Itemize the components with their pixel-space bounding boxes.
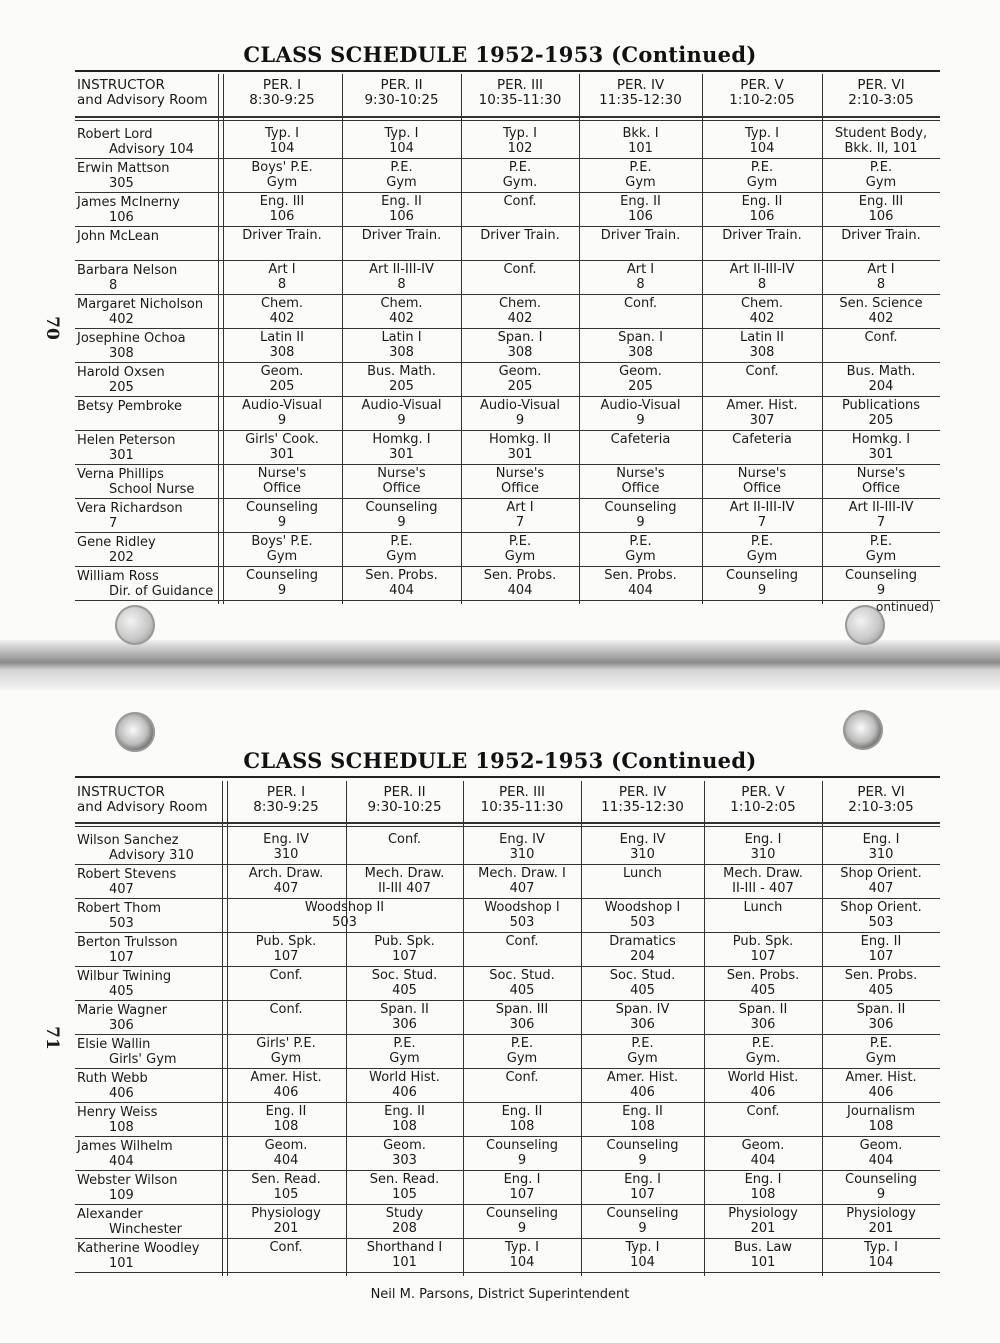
schedule-cell: Eng. IV 310	[619, 832, 666, 862]
row-rule	[75, 158, 940, 159]
schedule-cell: Soc. Stud. 405	[489, 968, 555, 998]
schedule-cell: P.E. Gym.	[502, 160, 538, 190]
schedule-cell: Driver Train.	[242, 228, 322, 243]
header-rule	[75, 822, 940, 824]
row-rule	[75, 328, 940, 329]
header-period-6: PER. VI 2:10-3:05	[848, 77, 914, 108]
instructor-name	[77, 901, 161, 931]
schedule-cell: Eng. II 107	[860, 934, 902, 964]
advisory-room: Girls' Gym	[109, 1052, 177, 1067]
advisory-room: Advisory 310	[109, 848, 194, 863]
row-rule	[75, 430, 940, 431]
header-period-5: PER. V 1:10-2:05	[730, 784, 796, 815]
schedule-cell: Counseling 9	[845, 568, 917, 598]
schedule-cell: Boys' P.E. Gym	[251, 160, 313, 190]
schedule-cell: Latin II 308	[260, 330, 304, 360]
header-period-4: PER. IV 11:35-12:30	[601, 784, 684, 815]
instructor-name-line: Wilbur Twining	[77, 969, 172, 984]
schedule-cell: Eng. II 106	[620, 194, 661, 224]
header-period-1: PER. I 8:30-9:25	[253, 784, 319, 815]
schedule-cell: Art I 7	[506, 500, 534, 530]
schedule-cell: Bkk. I 101	[622, 126, 659, 156]
top-rule	[75, 776, 940, 778]
advisory-room: 405	[109, 984, 134, 999]
schedule-cell: Journalism 108	[846, 1104, 915, 1134]
instructor-name	[77, 1241, 199, 1271]
schedule-cell: Study 208	[385, 1206, 424, 1236]
schedule-cell: Driver Train.	[841, 228, 921, 243]
instructor-name	[77, 195, 180, 225]
schedule-cell: Counseling 9	[365, 500, 438, 530]
row-rule	[75, 566, 940, 567]
schedule-cell: Homkg. I 301	[851, 432, 911, 462]
schedule-cell: Soc. Stud. 405	[609, 968, 676, 998]
instructor-name	[77, 1071, 148, 1101]
instructor-name	[77, 501, 183, 531]
schedule-cell: P.E. Gym	[865, 160, 897, 190]
schedule-cell: Audio-Visual 9	[480, 398, 560, 428]
instructor-name-line: Robert Stevens	[77, 867, 177, 882]
schedule-cell: Cafeteria	[610, 432, 671, 447]
schedule-cell: Eng. III 106	[259, 194, 305, 224]
schedule-cell: Geom. 404	[741, 1138, 785, 1168]
schedule-cell: Chem. 402	[380, 296, 423, 326]
schedule-cell: Span. III 306	[495, 1002, 549, 1032]
schedule-cell: Conf.	[503, 194, 537, 209]
schedule-cell: Mech. Draw. II-III - 407	[723, 866, 803, 896]
schedule-cell: Eng. II 108	[384, 1104, 425, 1134]
advisory-room: 107	[109, 950, 134, 965]
schedule-cell: Driver Train.	[722, 228, 802, 243]
top-rule	[75, 70, 940, 72]
instructor-name-line: Ruth Webb	[77, 1071, 148, 1086]
header-period-2: PER. II 9:30-10:25	[367, 784, 442, 815]
header-rule	[75, 116, 940, 118]
advisory-room: 108	[109, 1120, 134, 1135]
instructor-name-line: Verna Phillips	[77, 467, 164, 482]
schedule-cell: Typ. I 104	[505, 1240, 539, 1270]
instructor-name	[77, 229, 159, 244]
instructor-name	[77, 127, 194, 157]
instructor-name-line: Barbara Nelson	[77, 263, 178, 278]
row-rule	[75, 1272, 940, 1273]
instructor-name	[77, 1139, 173, 1169]
instructor-name-line: Betsy Pembroke	[77, 399, 182, 414]
schedule-cell: Amer. Hist. 307	[726, 398, 798, 428]
schedule-cell: Bus. Math. 205	[367, 364, 436, 394]
schedule-cell: Conf.	[269, 1002, 303, 1017]
advisory-room: 7	[109, 516, 118, 531]
schedule-cell: Arch. Draw. 407	[248, 866, 324, 896]
schedule-cell: Span. I 308	[497, 330, 543, 360]
header-period-3: PER. III 10:35-11:30	[478, 77, 562, 108]
instructor-name-line: Wilson Sanchez	[77, 833, 179, 848]
schedule-cell: Dramatics 204	[609, 934, 676, 964]
schedule-cell: Eng. IV 310	[263, 832, 309, 862]
schedule-cell: Sen. Read. 105	[369, 1172, 440, 1202]
schedule-cell: Counseling 9	[845, 1172, 917, 1202]
schedule-cell: Counseling 9	[726, 568, 798, 598]
schedule-cell: Lunch	[743, 900, 783, 915]
page-title: CLASS SCHEDULE 1952-1953 (Continued)	[243, 748, 757, 773]
row-rule	[75, 362, 940, 363]
instructor-name-line: Alexander	[77, 1207, 143, 1222]
header-period-5: PER. V 1:10-2:05	[729, 77, 795, 108]
schedule-cell: P.E. Gym	[506, 1036, 538, 1066]
schedule-cell: Span. II 306	[856, 1002, 906, 1032]
schedule-cell: Publications 205	[841, 398, 921, 428]
row-rule	[75, 294, 940, 295]
schedule-cell: P.E. Gym	[627, 1036, 658, 1066]
schedule-cell: Driver Train.	[480, 228, 560, 243]
binder-hole	[843, 710, 883, 750]
schedule-cell: World Hist. 406	[369, 1070, 440, 1100]
advisory-room: Winchester	[109, 1222, 183, 1237]
schedule-cell: Conf.	[387, 832, 422, 847]
schedule-cell: Audio-Visual 9	[242, 398, 322, 428]
instructor-name	[77, 969, 171, 999]
instructor-name-line: James McInerny	[77, 195, 180, 210]
schedule-cell: Counseling 9	[486, 1206, 558, 1236]
row-rule	[75, 1068, 940, 1069]
schedule-cell: Conf.	[746, 1104, 780, 1119]
schedule-cell: Span. II 306	[738, 1002, 788, 1032]
instructor-name-line: Marie Wagner	[77, 1003, 168, 1018]
instructor-name	[77, 1207, 182, 1237]
row-rule	[75, 1000, 940, 1001]
schedule-cell: Conf.	[864, 330, 898, 345]
instructor-name	[77, 1105, 157, 1135]
instructor-name-line: Josephine Ochoa	[77, 331, 186, 346]
schedule-cell: Conf.	[505, 934, 539, 949]
schedule-cell: Cafeteria	[732, 432, 792, 447]
row-rule	[75, 498, 940, 499]
schedule-cell: P.E. Gym	[625, 534, 656, 564]
instructor-name-line: Gene Ridley	[77, 535, 156, 550]
instructor-name	[77, 1003, 167, 1033]
row-rule	[75, 1034, 940, 1035]
schedule-cell: Woodshop I 503	[484, 900, 560, 930]
schedule-cell: Conf.	[503, 262, 537, 277]
schedule-cell: Eng. I 107	[624, 1172, 661, 1202]
schedule-cell: Art I 8	[268, 262, 296, 292]
schedule-cell: Shorthand I 101	[366, 1240, 443, 1270]
schedule-cell: Conf.	[505, 1070, 539, 1085]
schedule-cell: Mech. Draw. II-III 407	[364, 866, 445, 896]
schedule-cell: Typ. I 104	[384, 126, 419, 156]
instructor-name-line: Henry Weiss	[77, 1105, 158, 1120]
instructor-name-line: William Ross	[77, 569, 159, 584]
schedule-cell: Typ. I 102	[503, 126, 537, 156]
row-rule	[75, 260, 940, 261]
header-rule	[75, 120, 940, 121]
advisory-room: 205	[109, 380, 134, 395]
schedule-cell: Counseling 9	[486, 1138, 558, 1168]
header-instructor: INSTRUCTOR and Advisory Room	[77, 77, 208, 108]
schedule-cell: Shop Orient. 407	[840, 866, 922, 896]
schedule-cell: Art II-III-IV 7	[729, 500, 795, 530]
schedule-cell: Nurse's Office	[257, 466, 307, 496]
row-rule	[75, 532, 940, 533]
instructor-name	[77, 263, 177, 293]
instructor-name-line: Margaret Nicholson	[77, 297, 204, 312]
advisory-room: 202	[109, 550, 134, 565]
schedule-cell: Chem. 402	[498, 296, 542, 326]
advisory-room: 503	[109, 916, 134, 931]
continued-note: ontinued)	[876, 600, 934, 614]
schedule-cell: Counseling 9	[606, 1138, 679, 1168]
schedule-cell: Typ. I 104	[625, 1240, 660, 1270]
schedule-cell: Nurse's Office	[377, 466, 426, 496]
schedule-cell: Sen. Probs. 404	[604, 568, 677, 598]
schedule-cell: Span. II 306	[380, 1002, 429, 1032]
instructor-name	[77, 399, 182, 414]
schedule-cell: Geom. 205	[619, 364, 662, 394]
schedule-cell: P.E. Gym	[625, 160, 656, 190]
instructor-name-line: Elsie Wallin	[77, 1037, 151, 1052]
advisory-room: 306	[109, 1018, 134, 1033]
instructor-name	[77, 467, 194, 497]
instructor-name-line: Harold Oxsen	[77, 365, 165, 380]
row-rule	[75, 1170, 940, 1171]
row-rule	[75, 1102, 940, 1103]
schedule-cell: Typ. I 104	[745, 126, 779, 156]
schedule-cell: Physiology 201	[251, 1206, 321, 1236]
instructor-name-line: Robert Lord	[77, 127, 153, 142]
schedule-cell: Driver Train.	[600, 228, 681, 243]
instructor-name-line: Vera Richardson	[77, 501, 183, 516]
schedule-cell: Pub. Spk. 107	[732, 934, 794, 964]
schedule-cell: P.E. Gym	[389, 1036, 420, 1066]
schedule-cell: Eng. I 310	[862, 832, 900, 862]
instructor-name	[77, 535, 156, 565]
schedule-cell: Student Body, Bkk. II, 101	[834, 126, 928, 156]
schedule-cell: Pub. Spk. 107	[374, 934, 435, 964]
schedule-cell: Sen. Science 402	[839, 296, 923, 326]
schedule-cell: Soc. Stud. 405	[371, 968, 438, 998]
header-period-4: PER. IV 11:35-12:30	[599, 77, 682, 108]
schedule-cell: P.E. Gym	[504, 534, 536, 564]
row-rule	[75, 898, 940, 899]
advisory-room: 407	[109, 882, 134, 897]
schedule-cell: Latin I 308	[381, 330, 422, 360]
advisory-room: 106	[109, 210, 134, 225]
schedule-cell: Nurse's Office	[856, 466, 906, 496]
schedule-cell: Eng. II 106	[381, 194, 422, 224]
schedule-cell: Pub. Spk. 107	[255, 934, 317, 964]
schedule-cell: P.E. Gym	[746, 160, 778, 190]
schedule-cell: Amer. Hist. 406	[250, 1070, 322, 1100]
schedule-cell: Audio-Visual 9	[361, 398, 442, 428]
schedule-cell: Homkg. I 301	[372, 432, 431, 462]
instructor-name	[77, 867, 176, 897]
advisory-room: 406	[109, 1086, 134, 1101]
advisory-room: 305	[109, 176, 134, 191]
header-rule	[75, 826, 940, 827]
instructor-name	[77, 331, 186, 361]
schedule-cell: Span. IV 306	[615, 1002, 670, 1032]
row-rule	[75, 966, 940, 967]
schedule-cell: Physiology 201	[846, 1206, 916, 1236]
instructor-name-line: Webster Wilson	[77, 1173, 178, 1188]
schedule-cell: Nurse's Office	[616, 466, 665, 496]
advisory-room: School Nurse	[109, 482, 195, 497]
schedule-cell: Eng. II 108	[501, 1104, 543, 1134]
schedule-cell: Amer. Hist. 406	[845, 1070, 917, 1100]
advisory-room: 301	[109, 448, 134, 463]
binder-hole	[115, 712, 155, 752]
schedule-cell: Geom. 205	[498, 364, 542, 394]
row-rule	[75, 396, 940, 397]
schedule-cell: Eng. I 108	[744, 1172, 782, 1202]
binder-hole	[115, 605, 155, 645]
header-period-2: PER. II 9:30-10:25	[364, 77, 439, 108]
schedule-cell: P.E. Gym.	[745, 1036, 781, 1066]
schedule-cell: Art II-III-IV 8	[729, 262, 795, 292]
schedule-cell: Conf.	[745, 364, 779, 379]
schedule-cell: Geom. 404	[264, 1138, 308, 1168]
schedule-cell: Eng. I 107	[503, 1172, 541, 1202]
schedule-cell: Latin II 308	[740, 330, 784, 360]
schedule-cell: Amer. Hist. 406	[606, 1070, 679, 1100]
header-period-3: PER. III 10:35-11:30	[480, 784, 564, 815]
schedule-cell: Span. I 308	[618, 330, 663, 360]
row-rule	[75, 226, 940, 227]
schedule-cell: Typ. I 104	[265, 126, 299, 156]
instructor-name-line: John McLean	[77, 229, 159, 244]
schedule-cell: Sen. Probs. 404	[483, 568, 557, 598]
row-rule	[75, 932, 940, 933]
schedule-cell: Mech. Draw. I 407	[478, 866, 566, 896]
instructor-name	[77, 1037, 177, 1067]
footer-signature: Neil M. Parsons, District Superintendent	[370, 1287, 630, 1302]
page-number: 71	[41, 1026, 62, 1050]
schedule-cell: Sen. Probs. 404	[365, 568, 438, 598]
advisory-room: 101	[109, 1256, 134, 1271]
schedule-cell: Driver Train.	[361, 228, 442, 243]
schedule-cell: Conf.	[269, 1240, 303, 1255]
schedule-cell: Eng. IV 310	[499, 832, 545, 862]
schedule-cell: Art I 8	[867, 262, 895, 292]
schedule-cell: Geom. 303	[383, 1138, 426, 1168]
instructor-name	[77, 1173, 177, 1203]
header-instructor: INSTRUCTOR and Advisory Room	[77, 784, 208, 815]
schedule-cell: Sen. Read. 105	[251, 1172, 321, 1202]
instructor-name-line: Berton Trulsson	[77, 935, 178, 950]
row-rule	[75, 1204, 940, 1205]
schedule-cell: Eng. II 108	[265, 1104, 307, 1134]
schedule-cell: World Hist. 406	[727, 1070, 799, 1100]
schedule-cell: Woodshop I 503	[604, 900, 681, 930]
schedule-cell: Eng. I 310	[744, 832, 782, 862]
page-title: CLASS SCHEDULE 1952-1953 (Continued)	[243, 42, 757, 67]
schedule-cell: Counseling 9	[246, 500, 318, 530]
instructor-name	[77, 161, 170, 191]
row-rule	[75, 1136, 940, 1137]
instructor-name	[77, 365, 165, 395]
schedule-cell: Eng. III 106	[858, 194, 904, 224]
schedule-cell: Typ. I 104	[864, 1240, 898, 1270]
advisory-room: 308	[109, 346, 134, 361]
instructor-name-line: Katherine Woodley	[77, 1241, 200, 1256]
row-rule	[75, 864, 940, 865]
advisory-room: 402	[109, 312, 134, 327]
schedule-cell: Bus. Law 101	[733, 1240, 793, 1270]
row-rule	[75, 464, 940, 465]
page-number: 70	[41, 316, 62, 340]
schedule-cell: Eng. II 108	[622, 1104, 663, 1134]
schedule-cell: Homkg. II 301	[488, 432, 552, 462]
schedule-cell: Conf.	[269, 968, 303, 983]
schedule-cell: Audio-Visual 9	[600, 398, 681, 428]
schedule-cell: P.E. Gym	[865, 534, 897, 564]
instructor-name	[77, 935, 178, 965]
schedule-cell: Bus. Math. 204	[846, 364, 916, 394]
instructor-name-line: Robert Thom	[77, 901, 162, 916]
instructor-name-line: James Wilhelm	[77, 1139, 173, 1154]
header-period-1: PER. I 8:30-9:25	[249, 77, 315, 108]
header-period-6: PER. VI 2:10-3:05	[848, 784, 914, 815]
schedule-cell: Art I 8	[626, 262, 655, 292]
instructor-name	[77, 833, 194, 863]
schedule-cell: Chem. 402	[740, 296, 784, 326]
page-fold	[0, 640, 1000, 690]
instructor-name	[77, 433, 176, 463]
schedule-cell: P.E. Gym	[386, 534, 417, 564]
schedule-cell: Geom. 205	[260, 364, 304, 394]
instructor-name	[77, 297, 203, 327]
advisory-room: Dir. of Guidance	[109, 584, 214, 599]
schedule-cell: Sen. Probs. 405	[844, 968, 918, 998]
schedule-cell: Art II-III-IV 8	[369, 262, 434, 292]
instructor-name-line: Erwin Mattson	[77, 161, 170, 176]
schedule-cell: Lunch	[623, 866, 662, 881]
advisory-room: Advisory 104	[109, 142, 194, 157]
schedule-cell: Counseling 9	[246, 568, 318, 598]
advisory-room: 404	[109, 1154, 134, 1169]
schedule-cell: Conf.	[623, 296, 658, 311]
schedule-cell: Woodshop II 503	[304, 900, 385, 930]
schedule-cell: Boys' P.E. Gym	[251, 534, 313, 564]
row-rule	[75, 192, 940, 193]
row-rule	[75, 1238, 940, 1239]
schedule-cell: Nurse's Office	[495, 466, 545, 496]
schedule-cell: P.E. Gym	[746, 534, 778, 564]
schedule-cell: Sen. Probs. 405	[726, 968, 800, 998]
schedule-cell: Girls' P.E. Gym	[256, 1036, 316, 1066]
schedule-cell: Geom. 404	[859, 1138, 903, 1168]
advisory-room: 8	[109, 278, 118, 293]
row-rule	[75, 600, 940, 601]
instructor-name-line: Helen Peterson	[77, 433, 176, 448]
advisory-room: 109	[109, 1188, 134, 1203]
schedule-cell: Eng. II 106	[741, 194, 783, 224]
schedule-cell: P.E. Gym	[386, 160, 417, 190]
instructor-name	[77, 569, 213, 599]
schedule-cell: Physiology 201	[728, 1206, 798, 1236]
schedule-cell: Nurse's Office	[737, 466, 787, 496]
schedule-cell: Shop Orient. 503	[840, 900, 922, 930]
schedule-cell: P.E. Gym	[865, 1036, 897, 1066]
schedule-cell: Counseling 9	[604, 500, 677, 530]
schedule-cell: Counseling 9	[606, 1206, 679, 1236]
schedule-cell: Art II-III-IV 7	[848, 500, 914, 530]
schedule-cell: Chem. 402	[260, 296, 304, 326]
schedule-cell: Girls' Cook. 301	[245, 432, 319, 462]
